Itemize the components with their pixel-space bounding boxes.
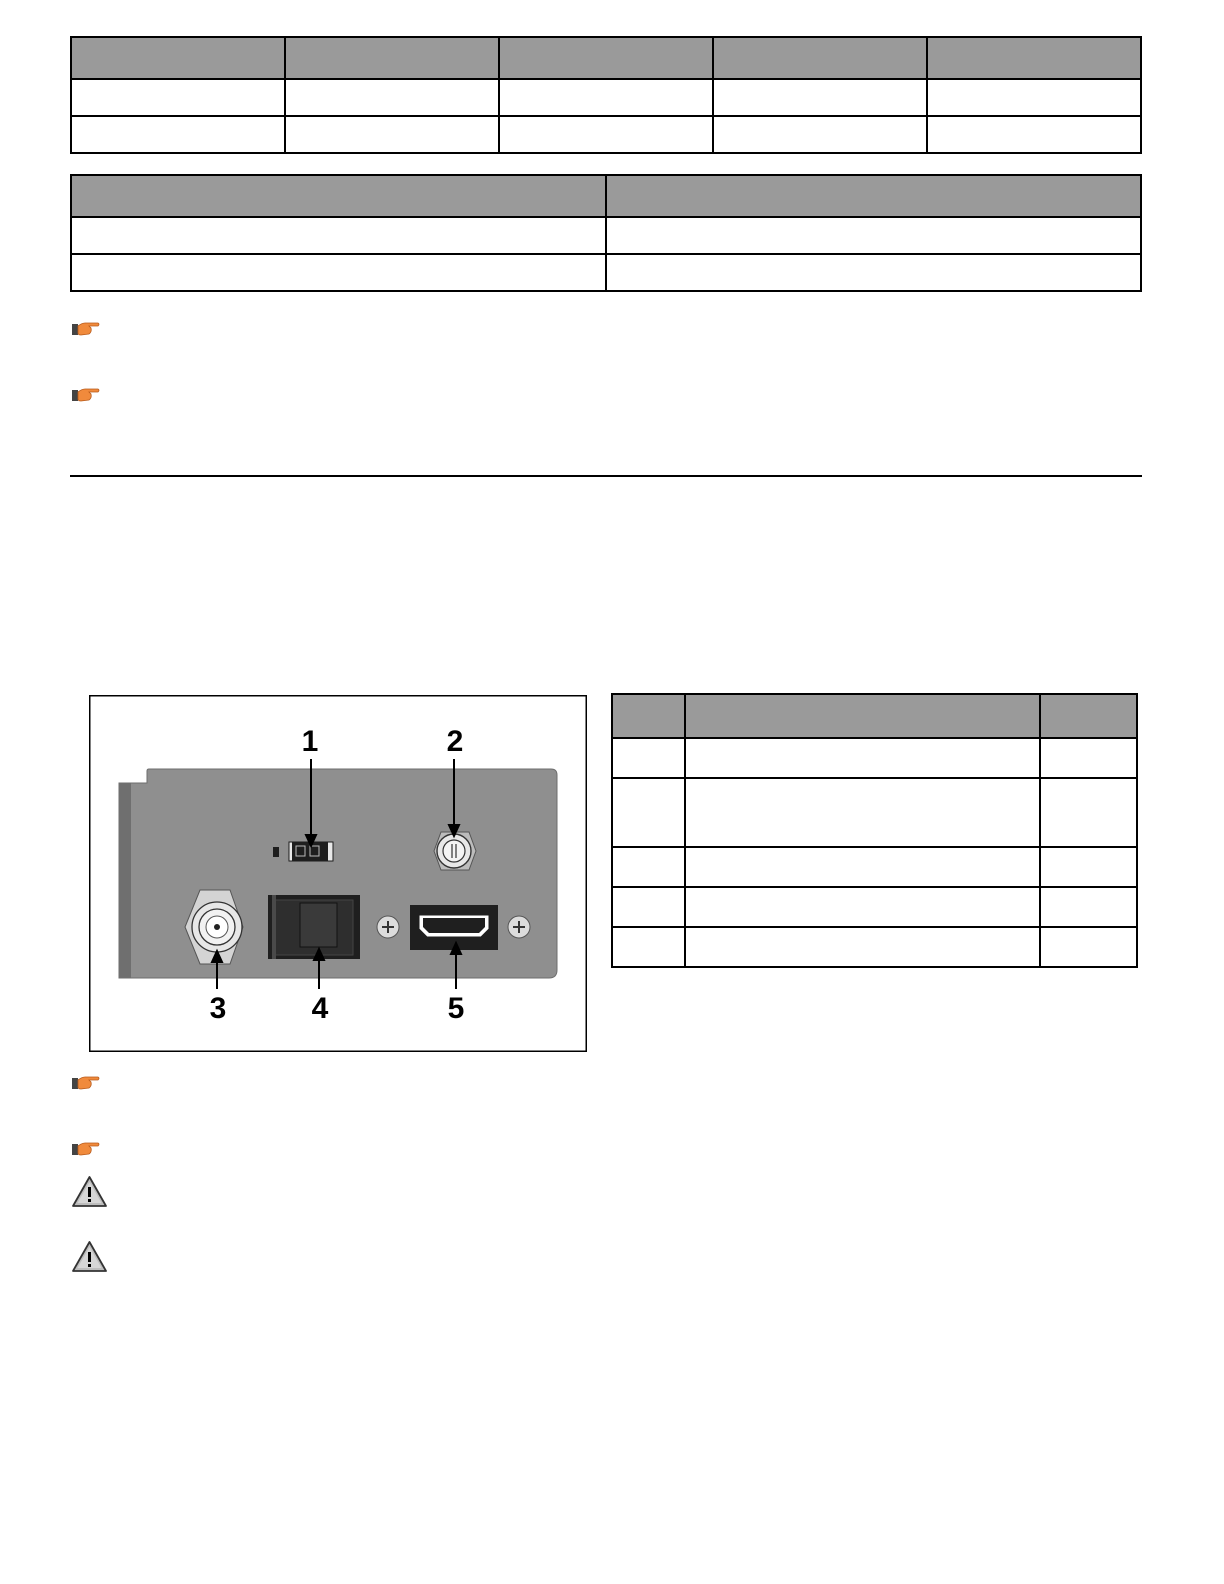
column-header [612,694,685,738]
spec-table-top [70,36,1142,154]
column-header [499,37,713,79]
table-header-row [612,694,1137,738]
table-cell [71,254,606,291]
column-header [71,175,606,217]
column-header [685,694,1040,738]
table-cell [1040,927,1137,967]
screw-left [377,916,399,938]
column-header [606,175,1141,217]
table-cell [1040,778,1137,847]
panel-edge [119,783,131,978]
table-row [71,79,1141,116]
table-cell [612,927,685,967]
warning-triangle-icon [71,1240,108,1273]
callout-5: 5 [447,992,465,1025]
table-header-row [71,37,1141,79]
column-header [1040,694,1137,738]
table-cell [685,778,1040,847]
callout-3: 3 [209,992,227,1025]
pointing-hand-icon [71,318,101,340]
connector-table [611,693,1138,968]
screw-right [508,916,530,938]
pointing-hand-icon [71,384,101,406]
table-row [612,927,1137,967]
table-cell [606,217,1141,254]
table-cell [499,116,713,153]
hdmi-port [410,905,498,950]
table-row [612,887,1137,927]
table-cell [685,738,1040,778]
table-cell [71,116,285,153]
table-cell [499,79,713,116]
table-row [71,254,1141,291]
pointing-hand-icon [71,1072,101,1094]
table-cell [685,847,1040,887]
spec-table-middle [70,174,1142,292]
table-row [71,116,1141,153]
table-cell [927,79,1141,116]
warning-triangle-icon [71,1175,108,1208]
table-cell [713,116,927,153]
table-row [612,847,1137,887]
table-cell [1040,847,1137,887]
column-header [285,37,499,79]
callout-1: 1 [301,725,319,758]
section-divider [70,475,1142,477]
table-cell [1040,738,1137,778]
round-connector [434,832,476,870]
pointing-hand-icon [71,1138,101,1160]
table-cell [612,738,685,778]
callout-4: 4 [311,992,329,1025]
column-header [927,37,1141,79]
table-cell [285,116,499,153]
table-header-row [71,175,1141,217]
table-cell [927,116,1141,153]
table-cell [612,778,685,847]
table-cell [612,847,685,887]
table-cell [606,254,1141,291]
table-cell [685,887,1040,927]
table-cell [71,217,606,254]
table-cell [285,79,499,116]
table-cell [71,79,285,116]
table-row [71,217,1141,254]
callout-2: 2 [446,725,464,758]
table-row [612,738,1137,778]
column-header [713,37,927,79]
table-row [612,778,1137,847]
table-cell [685,927,1040,967]
rear-panel-figure [89,695,587,1052]
ethernet-port [268,895,360,959]
table-cell [1040,887,1137,927]
table-cell [612,887,685,927]
table-cell [713,79,927,116]
column-header [71,37,285,79]
